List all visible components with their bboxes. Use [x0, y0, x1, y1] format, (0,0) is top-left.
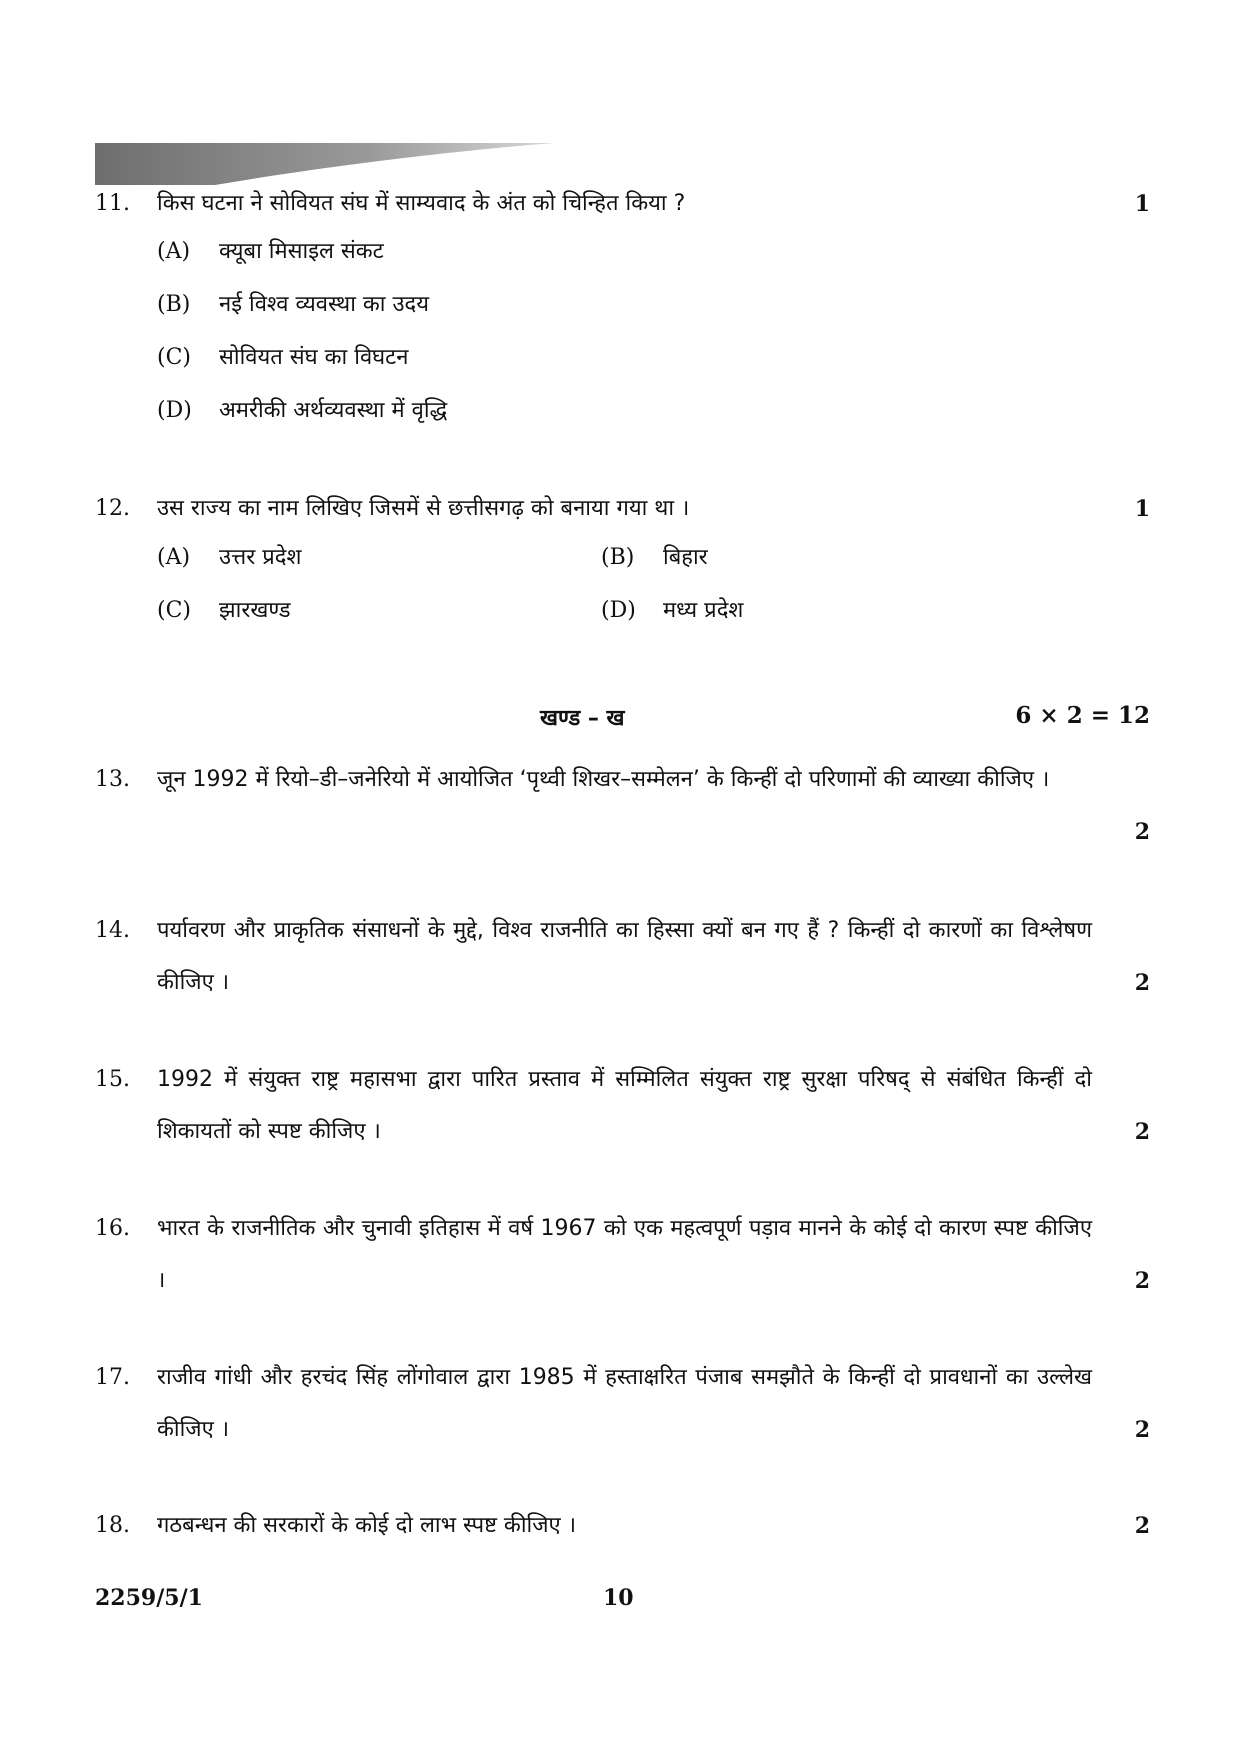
question-marks: 2 [1134, 970, 1150, 996]
option-text: उत्तर प्रदेश [219, 545, 302, 570]
option-item [601, 591, 743, 631]
option-key: (D) [157, 398, 192, 423]
option-key: (C) [157, 598, 191, 623]
question-number: 18. [95, 1513, 130, 1538]
question-text: राजीव गांधी और हरचंद सिंह लोंगोवाल द्वारा 1985 में हस्ताक्षरित पंजाब समझौते के किन्हीं दो प्रावधानों का उल्लेख कीजिए । [157, 1365, 1092, 1442]
question-number: 12. [95, 496, 130, 521]
question-text: उस राज्य का नाम लिखिए जिसमें से छत्तीसगढ़ को बनाया गया था । [157, 496, 690, 521]
question-number: 16. [95, 1216, 130, 1241]
option-text: झारखण्ड [219, 598, 291, 623]
question-marks: 2 [1134, 1119, 1150, 1145]
section-marks: 6 × 2 = 12 [1015, 702, 1150, 729]
question-marks: 1 [1134, 191, 1150, 217]
question-15 [95, 1054, 1150, 1158]
question-18 [95, 1500, 1150, 1552]
option-key: (A) [157, 545, 191, 570]
question-marks: 1 [1134, 496, 1150, 522]
question-text: जून 1992 में रियो–डी–जनेरियो में आयोजित ‘पृथ्वी शिखर–सम्मेलन’ के किन्हीं दो परिणामों की व्याख्या कीजिए । [157, 767, 1050, 792]
question-text: भारत के राजनीतिक और चुनावी इतिहास में वर्ष 1967 को एक महत्वपूर्ण पड़ाव मानने के कोई दो कारण स्पष्ट कीजिए । [157, 1216, 1092, 1293]
option-item [157, 391, 447, 431]
question-number: 17. [95, 1365, 130, 1390]
section-title: खण्ड – ख [540, 706, 625, 731]
option-item [601, 538, 708, 578]
option-key: (D) [601, 598, 636, 623]
option-item [157, 285, 429, 325]
question-12 [95, 483, 1150, 535]
option-text: नई विश्व व्यवस्था का उदय [219, 292, 429, 317]
question-text: 1992 में संयुक्त राष्ट्र महासभा द्वारा पारित प्रस्ताव में सम्मिलित संयुक्त राष्ट्र सुरक्षा परिषद् से संबंधित किन्हीं दो शिकायतों को स्पष्ट कीजिए । [157, 1067, 1092, 1144]
question-number: 13. [95, 767, 130, 792]
page-number: 10 [603, 1585, 634, 1611]
option-item [157, 338, 408, 378]
option-key: (C) [157, 345, 191, 370]
paper-code: 2259/5/1 [95, 1585, 203, 1611]
question-16 [95, 1203, 1150, 1307]
option-key: (A) [157, 239, 191, 264]
question-text: पर्यावरण और प्राकृतिक संसाधनों के मुद्दे, विश्व राजनीति का हिस्सा क्यों बन गए हैं ? किन्हीं दो कारणों का विश्लेषण कीजिए । [157, 918, 1092, 995]
question-marks: 2 [1134, 1513, 1150, 1539]
option-text: बिहार [663, 545, 708, 570]
question-14 [95, 905, 1150, 1009]
question-marks: 2 [1134, 1268, 1150, 1294]
question-11 [95, 178, 1150, 230]
option-text: सोवियत संघ का विघटन [219, 345, 409, 370]
question-text: किस घटना ने सोवियत संघ में साम्यवाद के अंत को चिन्हित किया ? [157, 191, 686, 216]
question-marks: 2 [1134, 819, 1150, 845]
option-text: अमरीकी अर्थव्यवस्था में वृद्धि [219, 398, 448, 423]
option-text: क्यूबा मिसाइल संकट [219, 239, 384, 264]
question-number: 11. [95, 191, 130, 216]
option-item [157, 232, 384, 272]
question-13 [95, 754, 1150, 858]
option-text: मध्य प्रदेश [663, 598, 744, 623]
question-marks: 2 [1134, 1417, 1150, 1443]
option-item [157, 591, 291, 631]
option-key: (B) [157, 292, 191, 317]
question-number: 15. [95, 1067, 130, 1092]
question-17 [95, 1352, 1150, 1456]
question-text: गठबन्धन की सरकारों के कोई दो लाभ स्पष्ट कीजिए । [157, 1513, 577, 1538]
option-item [157, 538, 301, 578]
option-key: (B) [601, 545, 635, 570]
question-number: 14. [95, 918, 130, 943]
